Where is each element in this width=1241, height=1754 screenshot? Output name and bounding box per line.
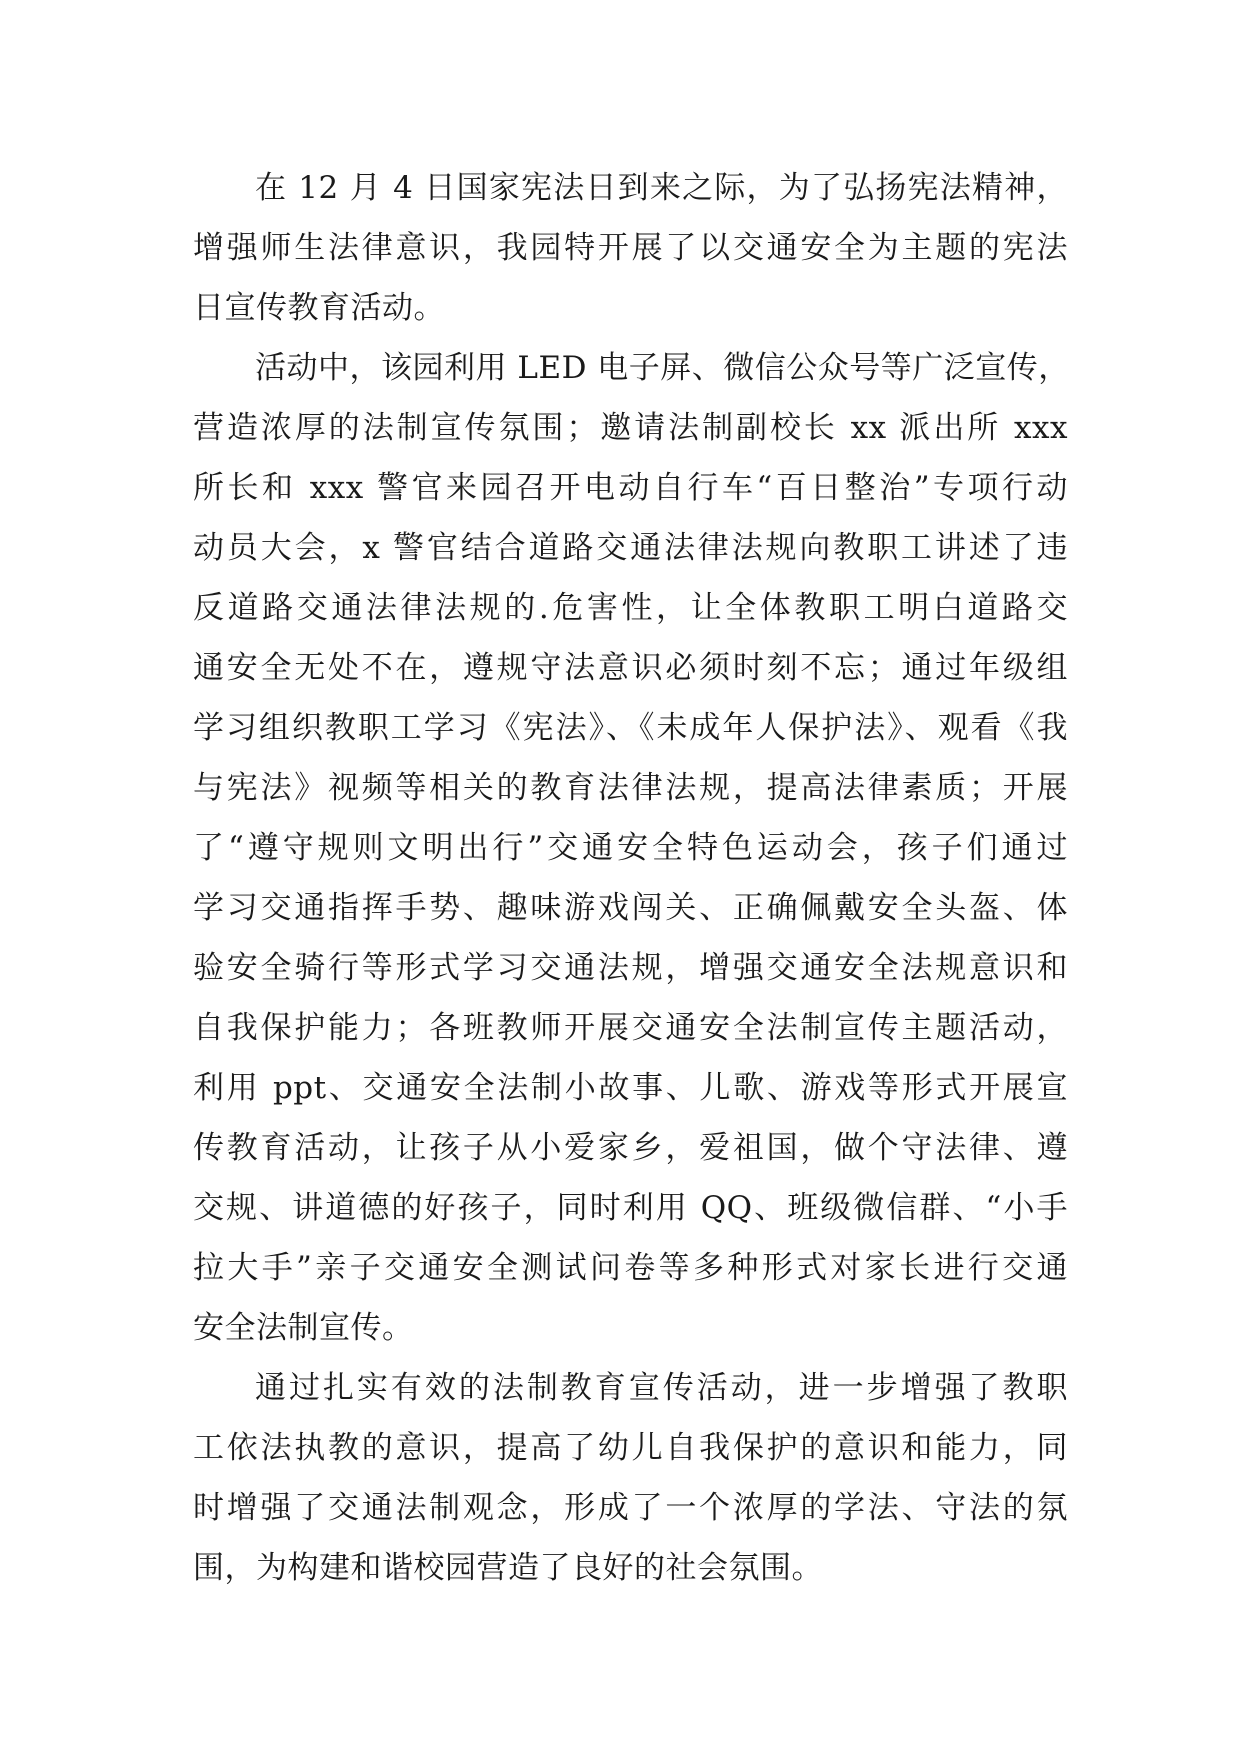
paragraph-line: 时增强了交通法制观念，形成了一个浓厚的学法、守法的氛 [193, 1490, 1068, 1526]
paragraph-line: 围，为构建和谐校园营造了良好的社会氛围。 [193, 1550, 823, 1586]
paragraph-line: 在 12 月 4 日国家宪法日到来之际，为了弘扬宪法精神， [255, 170, 1068, 206]
paragraph-line: 营造浓厚的法制宣传氛围；邀请法制副校长 xx 派出所 xxx [193, 410, 1068, 446]
paragraph-line: 通安全无处不在，遵规守法意识必须时刻不忘；通过年级组 [193, 650, 1068, 686]
paragraph-line: 安全法制宣传。 [193, 1310, 414, 1346]
paragraph-line: 通过扎实有效的法制教育宣传活动，进一步增强了教职 [255, 1370, 1068, 1406]
paragraph-line: 学习交通指挥手势、趣味游戏闯关、正确佩戴安全头盔、体 [193, 890, 1068, 926]
paragraph-line: 活动中，该园利用 LED 电子屏、微信公众号等广泛宣传， [255, 350, 1070, 386]
paragraph-line: 学习组织教职工学习《宪法》、《未成年人保护法》、观看《我 [193, 710, 1068, 746]
paragraph-line: 交规、讲道德的好孩子，同时利用 QQ、班级微信群、“小手 [193, 1190, 1068, 1226]
paragraph-line: 自我保护能力；各班教师开展交通安全法制宣传主题活动， [193, 1010, 1068, 1046]
paragraph-3 [193, 1358, 1068, 1598]
document-body [193, 158, 1068, 1598]
paragraph-line: 与宪法》视频等相关的教育法律法规，提高法律素质；开展 [193, 770, 1068, 806]
paragraph-line: 动员大会，x 警官结合道路交通法律法规向教职工讲述了违 [193, 530, 1068, 566]
paragraph-line: 工依法执教的意识，提高了幼儿自我保护的意识和能力，同 [193, 1430, 1068, 1466]
paragraph-line: 传教育活动，让孩子从小爱家乡，爱祖国，做个守法律、遵 [193, 1130, 1068, 1166]
paragraph-line: 反道路交通法律法规的.危害性，让全体教职工明白道路交 [193, 590, 1068, 626]
paragraph-line: 日宣传教育活动。 [193, 290, 445, 326]
paragraph-line: 了“遵守规则文明出行”交通安全特色运动会，孩子们通过 [193, 830, 1068, 866]
paragraph-line: 验安全骑行等形式学习交通法规，增强交通安全法规意识和 [193, 950, 1068, 986]
paragraph-line: 增强师生法律意识，我园特开展了以交通安全为主题的宪法 [193, 230, 1068, 266]
paragraph-1 [193, 158, 1068, 338]
paragraph-2 [193, 338, 1068, 1358]
paragraph-line: 利用 ppt、交通安全法制小故事、儿歌、游戏等形式开展宣 [193, 1070, 1068, 1106]
paragraph-line: 拉大手”亲子交通安全测试问卷等多种形式对家长进行交通 [193, 1250, 1068, 1286]
paragraph-line: 所长和 xxx 警官来园召开电动自行车“百日整治”专项行动 [193, 470, 1068, 506]
